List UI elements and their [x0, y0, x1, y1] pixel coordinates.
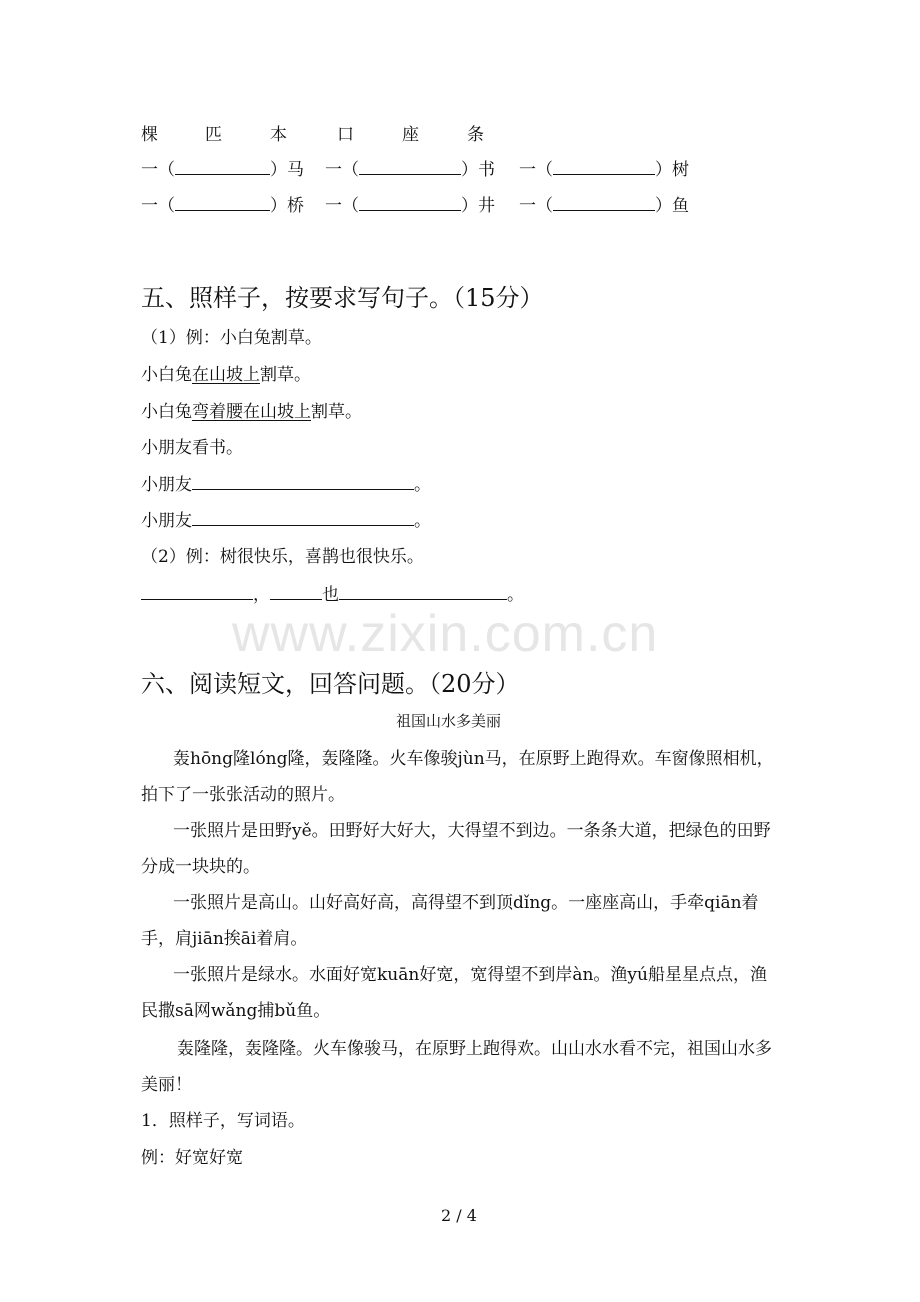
answer-blank[interactable]: [270, 581, 322, 600]
measure-item: 一（ ）马: [141, 155, 304, 180]
story-paragraph: 轰hōng隆lóng隆，轰隆隆。火车像骏jùn马，在原野上跑得欢。车窗像照相机，拍下了一张张活动的照片。: [141, 749, 774, 805]
watermark: www.zixin.com.cn: [232, 605, 659, 663]
answer-blank[interactable]: [359, 156, 461, 175]
underlined-phrase: 在山坡上: [192, 365, 260, 385]
example-sentence: 小白兔弯着腰在山坡上割草。: [141, 402, 362, 422]
question-label: 1．照样子，写词语。: [141, 1111, 305, 1131]
story-paragraph: 一张照片是高山。山好高好高，高得望不到顶dǐng。一座座高山，手牵qiān着手，肩jiān挨āi着肩。: [141, 893, 759, 949]
answer-blank[interactable]: [192, 507, 414, 526]
answer-blank[interactable]: [192, 471, 414, 490]
answer-blank[interactable]: [141, 581, 253, 600]
answer-blank[interactable]: [553, 192, 655, 211]
fill-line: 小朋友 。: [141, 506, 431, 531]
answer-blank[interactable]: [339, 581, 507, 600]
answer-blank[interactable]: [553, 156, 655, 175]
example-label: （1）例：小白兔割草。: [141, 328, 322, 348]
example-sentence: 小白兔在山坡上割草。: [141, 365, 311, 385]
answer-blank[interactable]: [175, 192, 270, 211]
question-example: 例：好宽好宽: [141, 1148, 243, 1168]
fill-line: ， 也 。: [141, 580, 524, 605]
word-bank-item: 座: [402, 125, 419, 145]
measure-item: 一（ ）桥: [141, 191, 304, 216]
example-label: （2）例：树很快乐，喜鹊也很快乐。: [141, 547, 424, 567]
word-bank-item: 棵: [141, 125, 158, 145]
fill-line: 小朋友 。: [141, 470, 431, 495]
section-heading: 六、阅读短文，回答问题。（20分）: [141, 670, 520, 698]
story-paragraph: 一张照片是绿水。水面好宽kuān好宽，宽得望不到岸àn。渔yú船星星点点，渔民撒sā网wǎng捕bǔ鱼。: [141, 965, 767, 1021]
measure-item: 一（ ）书: [325, 155, 495, 180]
word-bank-item: 匹: [205, 125, 222, 145]
measure-item: 一（ ）鱼: [519, 191, 689, 216]
underlined-phrase: 弯着腰在山坡上: [192, 402, 311, 422]
word-bank-item: 口: [337, 125, 354, 145]
story-paragraph: 一张照片是田野yě。田野好大好大，大得望不到边。一条条大道，把绿色的田野分成一块块的。: [141, 821, 771, 877]
measure-item: 一（ ）井: [325, 191, 495, 216]
word-bank-item: 本: [270, 125, 287, 145]
answer-blank[interactable]: [359, 192, 461, 211]
story-title: 祖国山水多美丽: [396, 712, 502, 730]
measure-item: 一（ ）树: [519, 155, 689, 180]
story-paragraph: 轰隆隆，轰隆隆。火车像骏马，在原野上跑得欢。山山水水看不完，祖国山水多美丽！: [141, 1039, 772, 1095]
section-heading: 五、照样子，按要求写句子。（15分）: [141, 284, 544, 312]
page-number: 2 / 4: [441, 1206, 477, 1225]
prompt-sentence: 小朋友看书。: [141, 438, 243, 458]
word-bank-item: 条: [467, 125, 484, 145]
answer-blank[interactable]: [175, 156, 270, 175]
